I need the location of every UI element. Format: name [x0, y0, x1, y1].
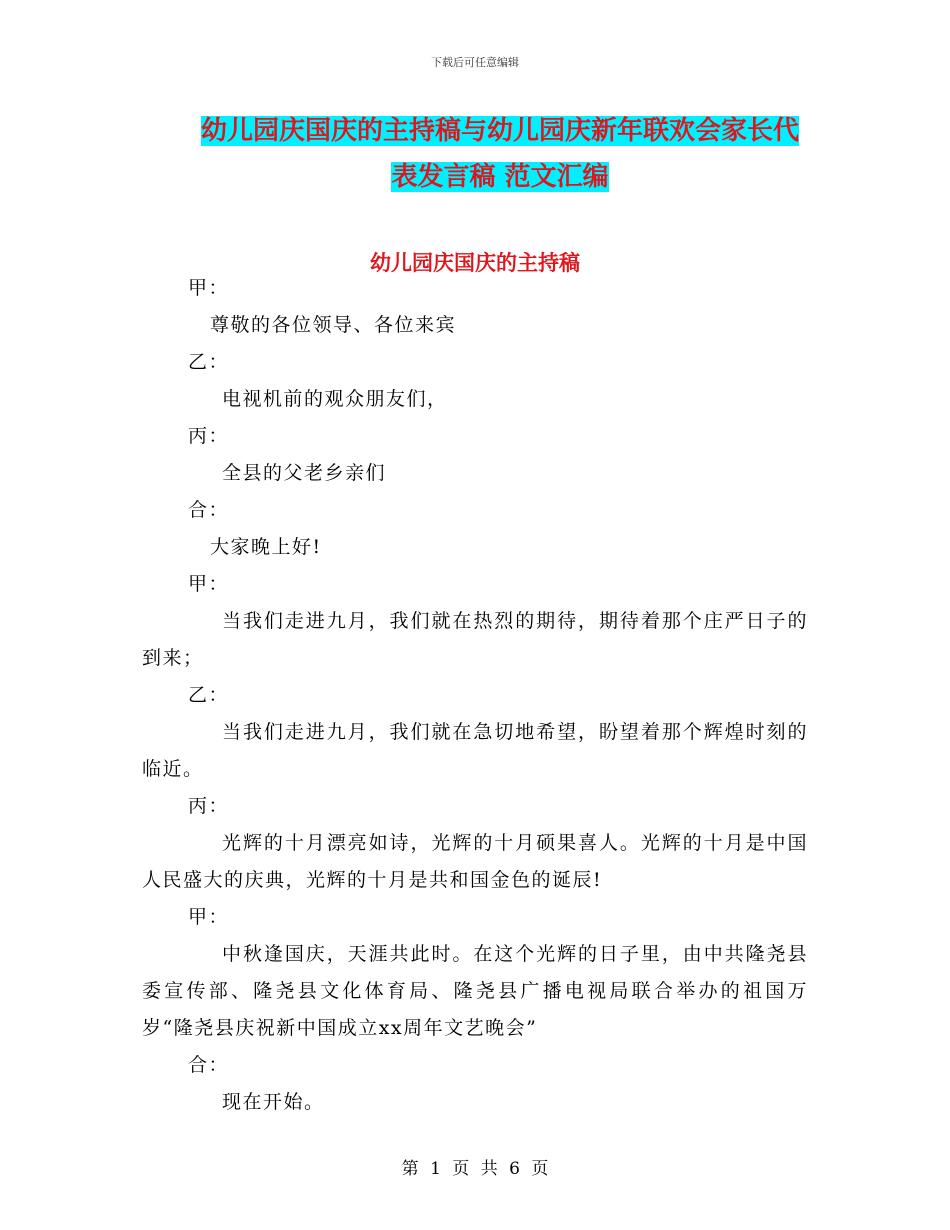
page-footer: 第 1 页 共 6 页: [401, 1159, 549, 1179]
script-line: 尊敬的各位领导、各位来宾: [210, 314, 457, 336]
page-header-note: 下载后可任意编辑: [431, 56, 519, 69]
script-paragraph: 中秋逢国庆，天涯共此时。在这个光辉的日子里，由中共隆尧县委宣传部、隆尧县文化体育局、隆尧县广播电视局联合举办的祖国万岁“隆尧县庆祝新中国成立xx周年文艺晚会”: [142, 943, 808, 1039]
speaker-label: 乙：: [188, 684, 230, 706]
script-line: 电视机前的观众朋友们，: [222, 388, 448, 410]
speaker-label: 甲：: [188, 906, 230, 928]
document-title-line1: 幼儿园庆国庆的主持稿与幼儿园庆新年联欢会家长代: [200, 116, 799, 146]
script-paragraph: 当我们走进九月，我们就在热烈的期待，期待着那个庄严日子的到来；: [142, 610, 808, 669]
speaker-label: 甲：: [188, 277, 230, 299]
speaker-label: 丙：: [188, 795, 230, 817]
script-paragraph: 光辉的十月漂亮如诗，光辉的十月硕果喜人。光辉的十月是中国人民盛大的庆典，光辉的十月是共和国金色的诞辰!: [142, 832, 808, 891]
script-line: 现在开始。: [222, 1091, 325, 1113]
document-title: [185, 108, 815, 200]
speaker-label: 乙：: [188, 351, 230, 373]
script-line: 大家晚上好!: [210, 536, 322, 558]
script-paragraph: 当我们走进九月，我们就在急切地希望，盼望着那个辉煌时刻的临近。: [142, 721, 808, 780]
script-line: 全县的父老乡亲们: [222, 462, 387, 484]
document-title-line2: 表发言稿 范文汇编: [391, 162, 609, 192]
speaker-label: 丙：: [188, 425, 230, 447]
speaker-label: 甲：: [188, 573, 230, 595]
section-title: 幼儿园庆国庆的主持稿: [370, 251, 580, 275]
speaker-label: 合：: [188, 499, 230, 521]
speaker-label: 合：: [188, 1054, 230, 1076]
